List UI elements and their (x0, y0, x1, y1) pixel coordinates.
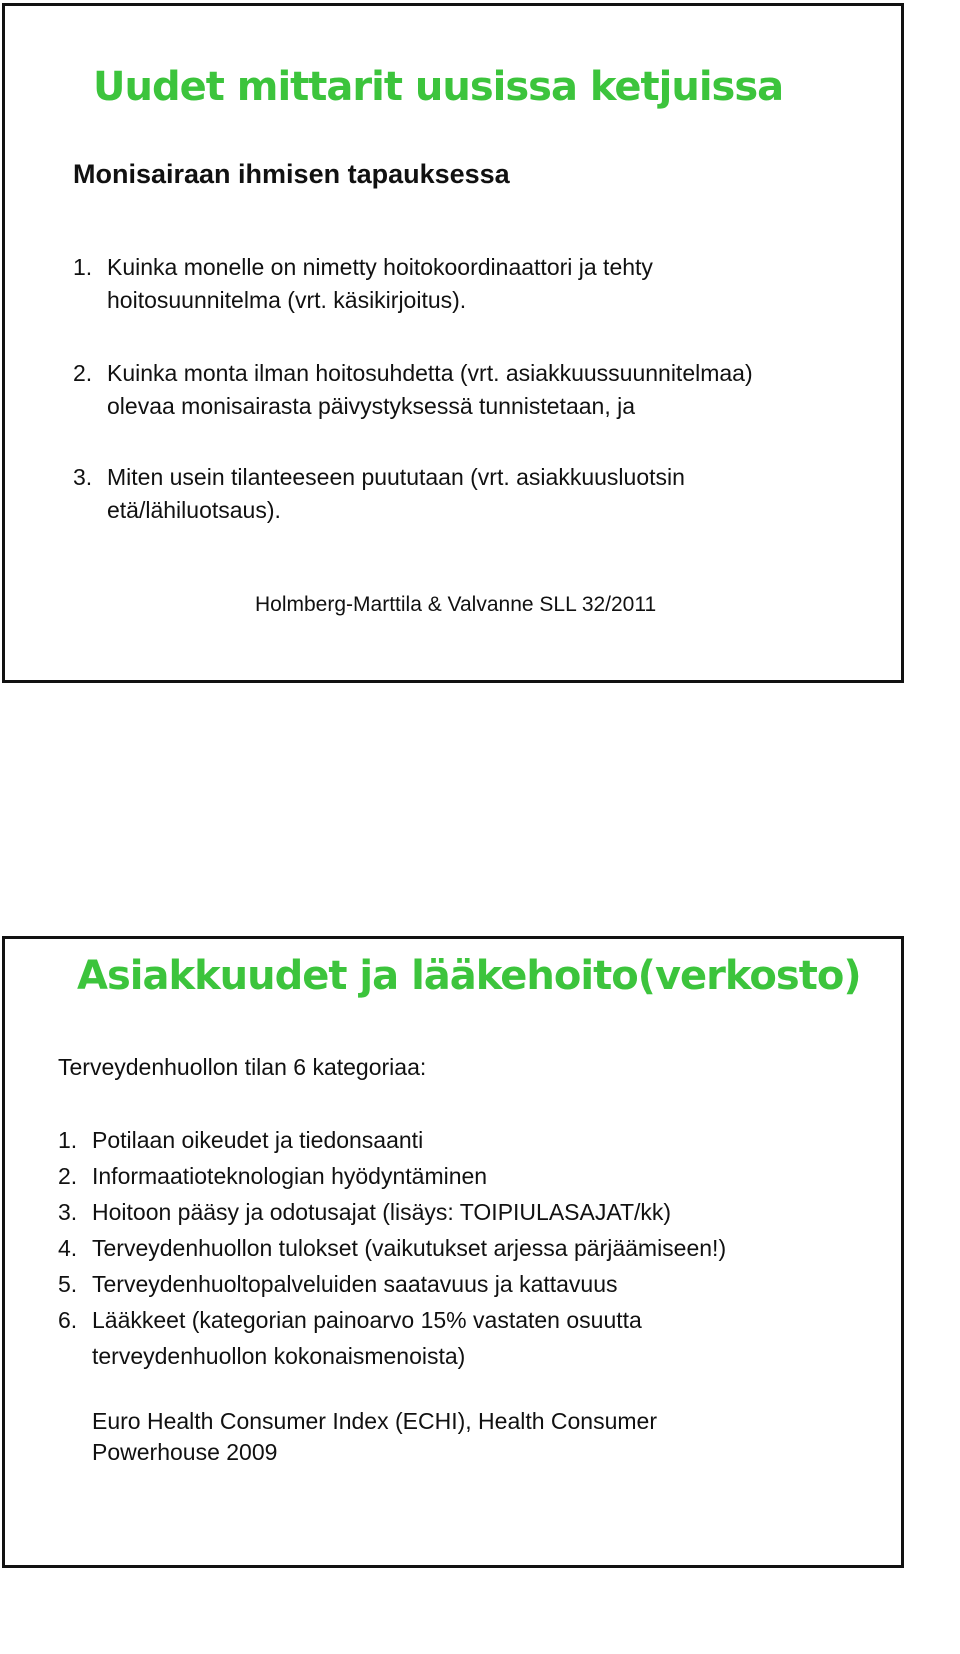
item-text: hoitosuunnitelma (vrt. käsikirjoitus). (107, 287, 467, 313)
item-text: Terveydenhuollon tulokset (vaikutukset arjessa pärjäämiseen!) (92, 1235, 727, 1261)
source-line: Euro Health Consumer Index (ECHI), Health Consumer (92, 1408, 658, 1434)
source-citation: Holmberg-Marttila & Valvanne SLL 32/2011 (255, 593, 657, 616)
list-item (58, 1266, 726, 1302)
list-item (58, 1194, 726, 1230)
slide-intro: Terveydenhuollon tilan 6 kategoriaa: (58, 1054, 427, 1080)
source-line: Powerhouse 2009 (92, 1439, 278, 1465)
list-item (58, 1230, 726, 1266)
item-text: etä/lähiluotsaus). (107, 497, 281, 523)
slide-title: Asiakkuudet ja lääkehoito(verkosto) (77, 953, 861, 999)
item-text: Kuinka monelle on nimetty hoitokoordinaattori ja tehty (107, 254, 653, 280)
category-list (58, 1122, 726, 1374)
item-number: 3. (73, 464, 93, 490)
list-item (58, 1122, 726, 1158)
source-citation (92, 1406, 657, 1468)
slide-title: Uudet mittarit uusissa ketjuissa (93, 64, 784, 110)
item-number: 1. (58, 1127, 78, 1153)
item-number: 4. (58, 1235, 78, 1261)
item-text: Kuinka monta ilman hoitosuhdetta (vrt. asiakkuussuunnitelmaa) (107, 360, 753, 386)
item-text: terveydenhuollon kokonaismenoista) (92, 1343, 466, 1369)
item-text: Lääkkeet (kategorian painoarvo 15% vastaten osuutta (92, 1307, 642, 1333)
item-text: Terveydenhuoltopalveluiden saatavuus ja kattavuus (92, 1271, 618, 1297)
item-number: 6. (58, 1307, 78, 1333)
list-item (73, 357, 753, 423)
item-text: Hoitoon pääsy ja odotusajat (lisäys: TOIPIULASAJAT/kk) (92, 1199, 672, 1225)
list-item (58, 1302, 726, 1374)
slide-2 (2, 936, 904, 1568)
item-number: 2. (58, 1163, 78, 1189)
item-number: 1. (73, 254, 93, 280)
slide-subtitle: Monisairaan ihmisen tapauksessa (73, 159, 510, 189)
item-text: Miten usein tilanteeseen puututaan (vrt. asiakkuusluotsin (107, 464, 685, 490)
item-text: Informaatioteknologian hyödyntäminen (92, 1163, 488, 1189)
slide-1 (2, 3, 904, 683)
list-item (58, 1158, 726, 1194)
item-number: 2. (73, 360, 93, 386)
item-number: 3. (58, 1199, 78, 1225)
list-item (73, 251, 653, 317)
item-text: Potilaan oikeudet ja tiedonsaanti (92, 1127, 424, 1153)
item-text: olevaa monisairasta päivystyksessä tunnistetaan, ja (107, 393, 636, 419)
item-number: 5. (58, 1271, 78, 1297)
list-item (73, 461, 685, 527)
